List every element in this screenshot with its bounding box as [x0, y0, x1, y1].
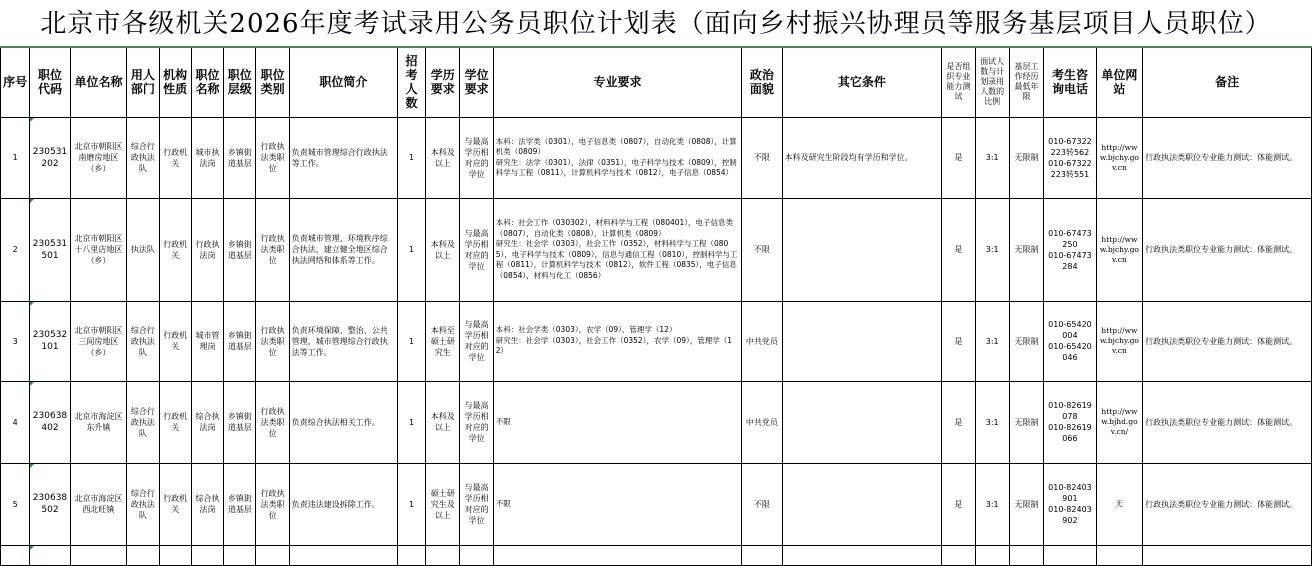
header-code: 职位代码 — [30, 47, 70, 117]
table-row — [1, 381, 1312, 463]
cell-position: 综合执法岗 — [191, 463, 223, 545]
header-years: 基层工作经历最低年限 — [1009, 47, 1043, 117]
position-table — [0, 46, 1312, 566]
header-level: 职位层级 — [224, 47, 256, 117]
cell-ability-test: 是 — [942, 301, 975, 381]
cell-empty — [1044, 545, 1097, 565]
page-title: 北京市各级机关2026年度考试录用公务员职位计划表（面向乡村振兴协理员等服务基层项目人员职位） — [40, 9, 1272, 39]
table-row-partial — [1, 545, 1312, 565]
cell-code: 230531202 — [30, 117, 70, 198]
cell-seq: 2 — [1, 198, 30, 301]
cell-empty — [159, 545, 191, 565]
cell-dept: 综合行政执法队 — [127, 117, 159, 198]
header-phone: 考生咨询电话 — [1044, 47, 1097, 117]
cell-other — [782, 463, 942, 545]
cell-level: 乡镇街道基层 — [224, 301, 256, 381]
cell-empty — [460, 545, 493, 565]
cell-code: 230638402 — [30, 381, 70, 463]
cell-position: 城市管理岗 — [191, 301, 223, 381]
header-other: 其它条件 — [782, 47, 942, 117]
header-remarks: 备注 — [1143, 47, 1312, 117]
header-website: 单位网站 — [1096, 47, 1142, 117]
cell-level: 乡镇街道基层 — [224, 198, 256, 301]
header-nature: 机构性质 — [159, 47, 191, 117]
cell-ratio: 3:1 — [975, 198, 1009, 301]
cell-nature: 行政机关 — [159, 117, 191, 198]
cell-edu: 本科及以上 — [426, 381, 460, 463]
cell-intro: 负责综合执法相关工作。 — [289, 381, 397, 463]
cell-nature: 行政机关 — [159, 463, 191, 545]
cell-website[interactable]: 无 — [1096, 463, 1142, 545]
cell-category: 行政执法类职位 — [256, 117, 289, 198]
cell-edu: 本科及以上 — [426, 198, 460, 301]
cell-major: 本科：社会工作（030302），材料科学与工程（080401），电子信息类（0807），自动化类（0808），计算机类（0809） 研究生：社会学（0303），社会工作（0352），材料科学与工程（0805），电子科学与技术（0809），信息与通信工程（0810），控制科学与工程（0811），计算机科学与技术（0812），软件工程（0835），电子信息（0854），材料与化工（0856） — [493, 198, 741, 301]
cell-nature: 行政机关 — [159, 381, 191, 463]
cell-remarks: 行政执法类职位专业能力测试：体能测试。 — [1143, 198, 1312, 301]
cell-empty — [975, 545, 1009, 565]
header-intro: 职位简介 — [289, 47, 397, 117]
table-row — [1, 198, 1312, 301]
cell-empty — [1009, 545, 1043, 565]
cell-code: 230638502 — [30, 463, 70, 545]
cell-degree: 与最高学历相对应的学位 — [460, 301, 493, 381]
cell-years: 无限制 — [1009, 117, 1043, 198]
cell-category: 行政执法类职位 — [256, 463, 289, 545]
cell-website[interactable]: http://www.bjhd.gov.cn/ — [1096, 381, 1142, 463]
cell-unit: 北京市海淀区东升镇 — [70, 381, 127, 463]
cell-position: 行政执法岗 — [191, 198, 223, 301]
header-count: 招考人数 — [397, 47, 425, 117]
cell-position: 综合执法岗 — [191, 381, 223, 463]
cell-level: 乡镇街道基层 — [224, 117, 256, 198]
cell-seq: 1 — [1, 117, 30, 198]
cell-degree: 与最高学历相对应的学位 — [460, 381, 493, 463]
cell-years: 无限制 — [1009, 381, 1043, 463]
cell-empty — [426, 545, 460, 565]
cell-other — [782, 301, 942, 381]
cell-remarks: 行政执法类职位专业能力测试：体能测试。 — [1143, 463, 1312, 545]
cell-phone: 010-82403901 010-82403902 — [1044, 463, 1097, 545]
cell-unit: 北京市海淀区西北旺镇 — [70, 463, 127, 545]
cell-years: 无限制 — [1009, 198, 1043, 301]
header-edu: 学历要求 — [426, 47, 460, 117]
cell-edu: 本科及以上 — [426, 117, 460, 198]
cell-degree: 与最高学历相对应的学位 — [460, 117, 493, 198]
cell-politics: 不限 — [742, 463, 782, 545]
cell-ratio: 3:1 — [975, 117, 1009, 198]
cell-empty — [1096, 545, 1142, 565]
cell-level: 乡镇街道基层 — [224, 381, 256, 463]
cell-empty — [1143, 545, 1312, 565]
cell-count: 1 — [397, 463, 425, 545]
cell-other — [782, 198, 942, 301]
cell-website[interactable]: http://www.bjchy.gov.cn — [1096, 117, 1142, 198]
cell-other: 本科及研究生阶段均有学历和学位。 — [782, 117, 942, 198]
cell-phone: 010-67322223转562 010-67322223转551 — [1044, 117, 1097, 198]
cell-empty — [224, 545, 256, 565]
cell-count: 1 — [397, 117, 425, 198]
cell-category: 行政执法类职位 — [256, 198, 289, 301]
cell-unit: 北京市朝阳区十八里店地区（乡） — [70, 198, 127, 301]
cell-phone: 010-67473250 010-67473284 — [1044, 198, 1097, 301]
cell-major: 不限 — [493, 381, 741, 463]
cell-unit: 北京市朝阳区南磨房地区（乡） — [70, 117, 127, 198]
cell-ratio: 3:1 — [975, 301, 1009, 381]
cell-years: 无限制 — [1009, 301, 1043, 381]
cell-intro: 负责城市管理综合行政执法等工作。 — [289, 117, 397, 198]
cell-count: 1 — [397, 381, 425, 463]
cell-empty — [256, 545, 289, 565]
header-category: 职位类别 — [256, 47, 289, 117]
header-dept: 用人部门 — [127, 47, 159, 117]
cell-empty — [70, 545, 127, 565]
cell-unit: 北京市朝阳区三间房地区（乡） — [70, 301, 127, 381]
cell-empty — [127, 545, 159, 565]
cell-empty — [397, 545, 425, 565]
cell-intro: 负责环境保障、整治、公共管理，城市管理综合行政执法等工作。 — [289, 301, 397, 381]
header-ratio: 面试人数与计划录用人数的比例 — [975, 47, 1009, 117]
cell-intro: 负责违法建设拆除工作。 — [289, 463, 397, 545]
cell-edu: 本科至硕士研究生 — [426, 301, 460, 381]
cell-years: 无限制 — [1009, 463, 1043, 545]
header-seq: 序号 — [1, 47, 30, 117]
cell-count: 1 — [397, 198, 425, 301]
cell-major: 本科：社会学类（0303），农学（09），管理学（12） 研究生：社会学（0303），社会工作（0352），农学（09），管理学（12） — [493, 301, 741, 381]
cell-seq: 3 — [1, 301, 30, 381]
cell-degree: 与最高学历相对应的学位 — [460, 463, 493, 545]
cell-ability-test: 是 — [942, 463, 975, 545]
cell-dept: 执法队 — [127, 198, 159, 301]
cell-intro: 负责城市管理、环境秩序综合执法，建立健全地区综合执法网络和体系等工作。 — [289, 198, 397, 301]
cell-other — [782, 381, 942, 463]
cell-remarks: 行政执法类职位专业能力测试：体能测试。 — [1143, 381, 1312, 463]
cell-politics: 中共党员 — [742, 381, 782, 463]
cell-major: 不限 — [493, 463, 741, 545]
header-position: 职位名称 — [191, 47, 223, 117]
cell-category: 行政执法类职位 — [256, 301, 289, 381]
cell-empty — [191, 545, 223, 565]
cell-ability-test: 是 — [942, 198, 975, 301]
cell-remarks: 行政执法类职位专业能力测试：体能测试。 — [1143, 117, 1312, 198]
cell-politics: 不限 — [742, 117, 782, 198]
cell-empty — [493, 545, 741, 565]
cell-phone: 010-82619078 010-82619066 — [1044, 381, 1097, 463]
cell-category: 行政执法类职位 — [256, 381, 289, 463]
cell-seq: 4 — [1, 381, 30, 463]
cell-empty — [1, 545, 30, 565]
cell-code: 230531501 — [30, 198, 70, 301]
table-row — [1, 301, 1312, 381]
cell-dept: 综合行政执法队 — [127, 301, 159, 381]
cell-dept: 综合行政执法队 — [127, 463, 159, 545]
cell-politics: 不限 — [742, 198, 782, 301]
cell-edu: 硕士研究生及以上 — [426, 463, 460, 545]
cell-phone: 010-65420004 010-65420046 — [1044, 301, 1097, 381]
cell-remarks: 行政执法类职位专业能力测试：体能测试。 — [1143, 301, 1312, 381]
header-politics: 政治面貌 — [742, 47, 782, 117]
cell-ability-test: 是 — [942, 117, 975, 198]
header-unit: 单位名称 — [70, 47, 127, 117]
header-row — [1, 47, 1312, 117]
table-row — [1, 463, 1312, 545]
cell-major: 本科：法学类（0301），电子信息类（0807），自动化类（0808），计算机类（0809） 研究生：法学（0301），法律（0351），电子科学与技术（0809），控制科学与工程（0811），计算机科学与技术（0812），电子信息（0854） — [493, 117, 741, 198]
cell-empty — [782, 545, 942, 565]
cell-nature: 行政机关 — [159, 198, 191, 301]
cell-count: 1 — [397, 301, 425, 381]
cell-position: 城市执法岗 — [191, 117, 223, 198]
header-major: 专业要求 — [493, 47, 741, 117]
header-degree: 学位要求 — [460, 47, 493, 117]
cell-politics: 中共党员 — [742, 301, 782, 381]
cell-ability-test: 是 — [942, 381, 975, 463]
cell-website[interactable]: http://www.bjchy.gov.cn — [1096, 198, 1142, 301]
cell-level: 乡镇街道基层 — [224, 463, 256, 545]
cell-empty — [30, 545, 70, 565]
table-row — [1, 117, 1312, 198]
header-ability-test: 是否组织专业能力测试 — [942, 47, 975, 117]
cell-code: 230532101 — [30, 301, 70, 381]
cell-seq: 5 — [1, 463, 30, 545]
cell-ratio: 3:1 — [975, 381, 1009, 463]
cell-empty — [742, 545, 782, 565]
cell-website[interactable]: http://www.bjchy.gov.cn — [1096, 301, 1142, 381]
cell-empty — [289, 545, 397, 565]
cell-dept: 综合行政执法队 — [127, 381, 159, 463]
cell-degree: 与最高学历相对应的学位 — [460, 198, 493, 301]
cell-empty — [942, 545, 975, 565]
cell-ratio: 3:1 — [975, 463, 1009, 545]
cell-nature: 行政机关 — [159, 301, 191, 381]
